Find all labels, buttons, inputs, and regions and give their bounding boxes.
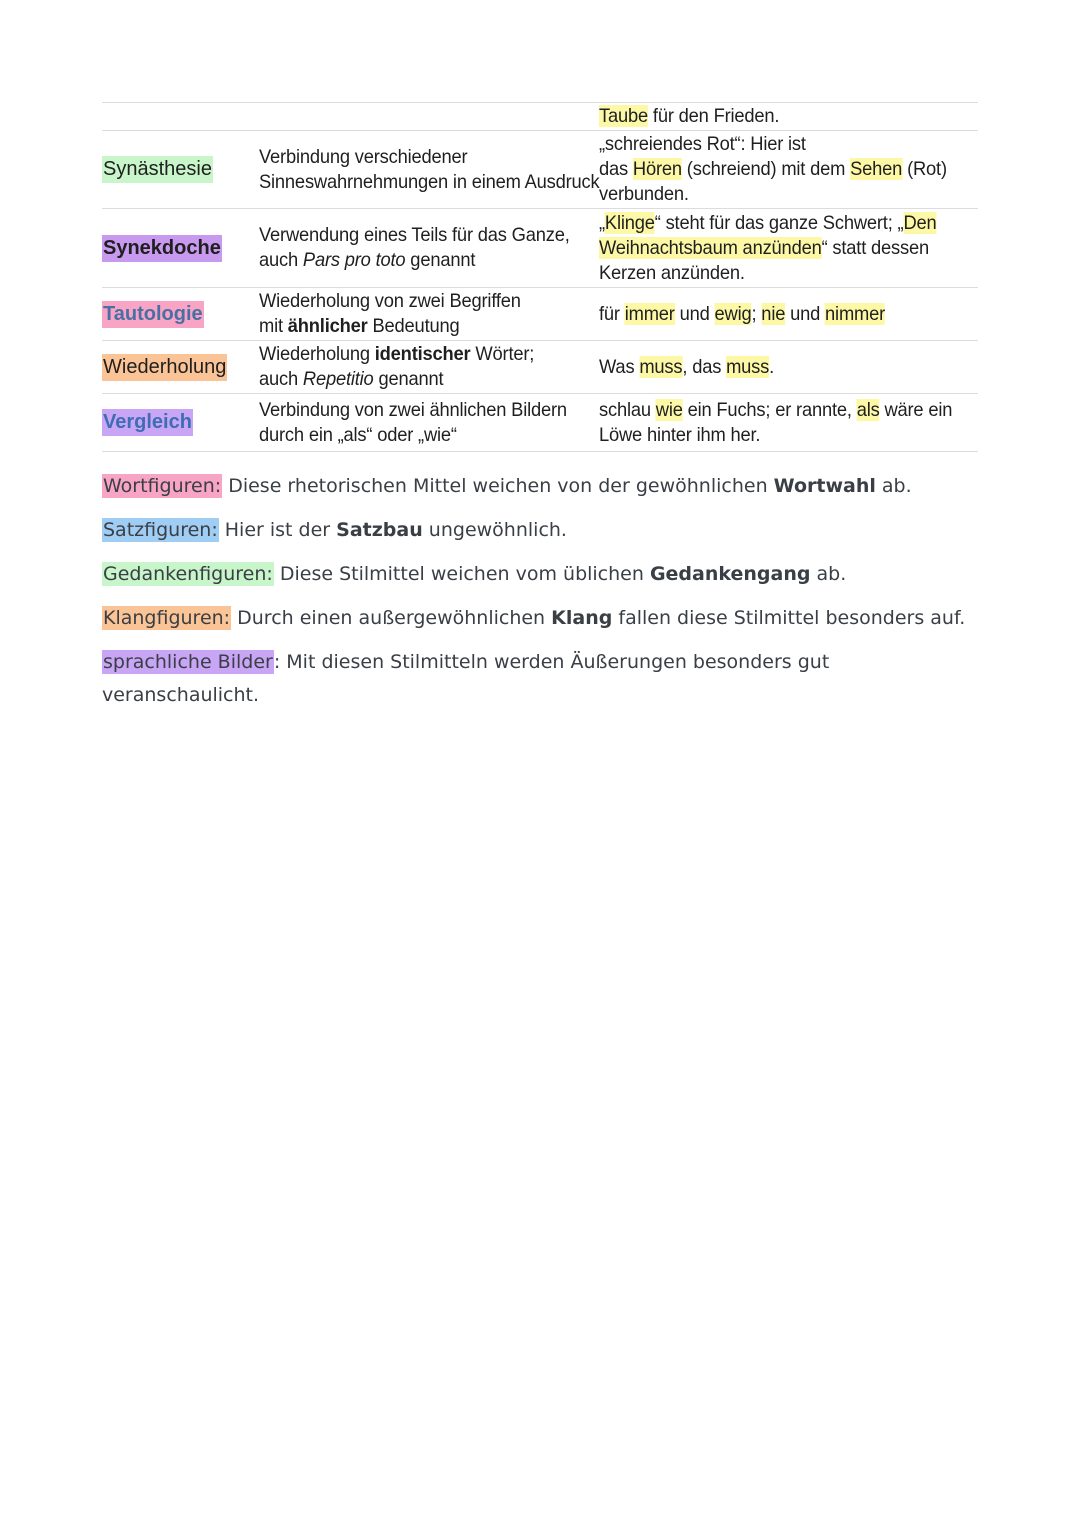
definition-cell: Verwendung eines Teils für das Ganze, auch Pars pro toto genannt [259,224,570,271]
tag-wortfiguren: Wortfiguren: [103,475,222,497]
term-cell [102,209,258,287]
definition-cell: Verbindung verschiedener Sinneswahrnehmungen in einem Ausdruck [259,145,600,193]
term-cell [102,394,258,451]
highlight: Sehen [850,158,903,180]
highlight: ewig [714,302,752,325]
highlight: nimmer [825,302,886,325]
tag-klangfiguren: Klangfiguren: [103,607,231,629]
term-wiederholung: Wiederholung [102,354,227,381]
example-cell: Was muss, das muss. [599,355,775,378]
tag-satzfiguren: Satzfiguren: [103,519,218,541]
highlight: wie [655,398,683,421]
highlight: muss [726,355,770,378]
definition-klangfiguren: Klangfiguren: Durch einen außergewöhnlichen Klang fallen diese Stilmittel besonders auf. [103,607,966,629]
highlight: immer [624,302,675,325]
table-row [102,393,978,452]
example-cell: „schreiendes Rot“: Hier ist das Hören (schreiend) mit dem Sehen (Rot) verbunden. [599,133,947,205]
highlight: Klinge [604,211,655,234]
table-row [102,130,978,208]
highlight: nie [761,302,786,325]
definition-gedankenfiguren: Gedankenfiguren: Diese Stilmittel weichen vom üblichen Gedankengang ab. [103,563,847,585]
definition-cell: Wiederholung identischer Wörter; auch Repetitio genannt [259,343,535,390]
term-tautologie: Tautologie [102,301,204,328]
table-row [102,102,978,130]
definition-sprachliche-bilder-cont: veranschaulicht. [102,684,260,706]
example-cell: schlau wie ein Fuchs; er rannte, als wäre ein Löwe hinter ihm her. [599,398,953,446]
table-row [102,340,978,393]
figure-definitions [102,470,982,712]
definition-satzfiguren: Satzfiguren: Hier ist der Satzbau ungewöhnlich. [103,519,567,541]
term-cell [102,288,258,340]
term-vergleich: Vergleich [102,409,193,436]
table-row [102,287,978,340]
term-cell [102,341,258,393]
tag-gedankenfiguren: Gedankenfiguren: [103,563,273,585]
term-synaesthesie: Synästhesie [102,156,213,183]
highlight: Den [903,211,937,234]
example-cell: für immer und ewig; nie und nimmer [599,302,886,325]
table-row [102,208,978,287]
definition-cell: Verbindung von zwei ähnlichen Bildern durch ein „als“ oder „wie“ [259,398,567,446]
tag-sprachliche-bilder: sprachliche Bilder [103,651,273,673]
stylistic-devices-table [102,102,978,452]
term-synekdoche: Synekdoche [102,235,222,262]
example-cell: Taube für den Frieden. [599,105,780,127]
highlight: Taube [599,105,649,127]
highlight: muss [639,355,683,378]
term-cell [102,131,258,208]
highlight: Weihnachtsbaum anzünden [599,236,822,259]
definition-sprachliche-bilder: sprachliche Bilder: Mit diesen Stilmitteln werden Äußerungen besonders gut [103,651,830,673]
highlight: als [856,398,880,421]
highlight: Hören [632,158,682,180]
example-cell: „Klinge“ steht für das ganze Schwert; „Den Weihnachtsbaum anzünden“ statt dessen Kerzen anzünden. [599,211,937,284]
definition-wortfiguren: Wortfiguren: Diese rhetorischen Mittel weichen von der gewöhnlichen Wortwahl ab. [103,475,912,497]
definition-cell: Wiederholung von zwei Begriffen mit ähnlicher Bedeutung [259,290,521,337]
